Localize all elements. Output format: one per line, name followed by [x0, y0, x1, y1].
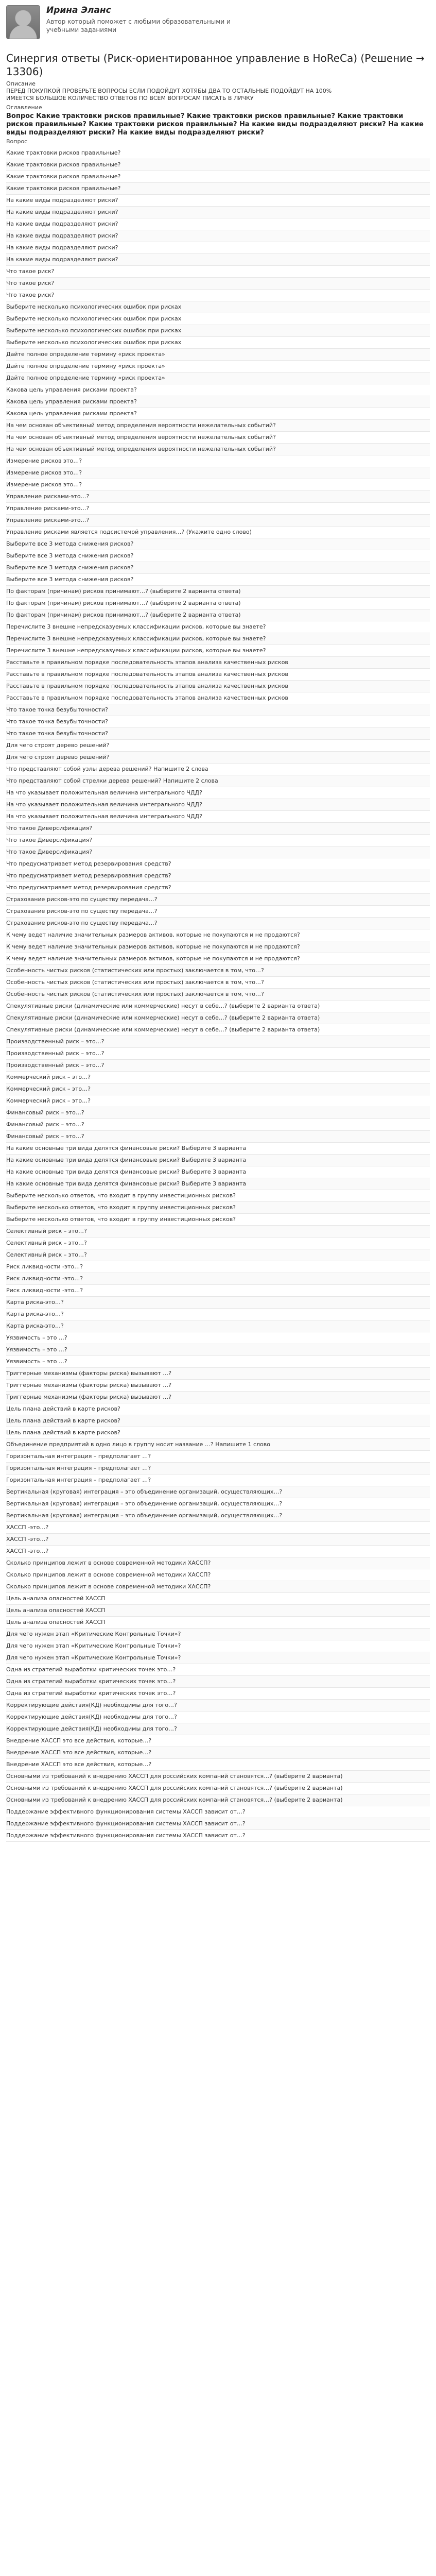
question-link[interactable]: Выберите несколько психологических ошибок при рисках	[6, 325, 430, 337]
question-link[interactable]: Вертикальная (круговая) интеграция – это объединение организаций, осуществляющих…?	[6, 1510, 430, 1522]
question-link[interactable]: Поддержание эффективного функционирования системы ХАССП зависит от…?	[6, 1818, 430, 1830]
question-link[interactable]: Какова цель управления рисками проекта?	[6, 408, 430, 420]
question-link[interactable]: ХАССП -это…?	[6, 1522, 430, 1534]
question-list	[6, 147, 430, 1842]
question-link[interactable]: К чему ведет наличие значительных размеров активов, которые не покупаются и не продаются?	[6, 953, 430, 965]
question-link[interactable]: Риск ликвидности -это…?	[6, 1273, 430, 1285]
question-link[interactable]: На чем основан объективный метод определения вероятности нежелательных событий?	[6, 444, 430, 455]
author-info	[46, 5, 232, 34]
question-link[interactable]: Какие трактовки рисков правильные?	[6, 171, 430, 183]
question-link[interactable]: Производственный риск – это…?	[6, 1036, 430, 1048]
question-link[interactable]: К чему ведет наличие значительных размеров активов, которые не покупаются и не продаются?	[6, 941, 430, 953]
question-link[interactable]: Дайте полное определение термину «риск проекта»	[6, 349, 430, 361]
question-link[interactable]: Уязвимость – это …?	[6, 1344, 430, 1356]
avatar[interactable]	[6, 5, 40, 39]
question-link[interactable]: Что предусматривает метод резервирования средств?	[6, 858, 430, 870]
question-link[interactable]: Что такое риск?	[6, 278, 430, 290]
question-link[interactable]: Внедрение ХАССП это все действия, которые…?	[6, 1735, 430, 1747]
question-link[interactable]: Управление рисками является подсистемой управления…? (Укажите одно слово)	[6, 527, 430, 538]
question-link[interactable]: По факторам (причинам) рисков принимают…? (выберите 2 варианта ответа)	[6, 586, 430, 598]
question-link[interactable]: Сколько принципов лежит в основе современной методики ХАССП?	[6, 1581, 430, 1593]
question-link[interactable]: Измерение рисков это…?	[6, 479, 430, 491]
question-link[interactable]: Финансовый риск – это…?	[6, 1107, 430, 1119]
question-link[interactable]: Для чего нужен этап «Критические Контрольные Точки»?	[6, 1640, 430, 1652]
author-name[interactable]: Ирина Эланс	[46, 5, 111, 15]
question-link[interactable]: На чем основан объективный метод определения вероятности нежелательных событий?	[6, 432, 430, 444]
question-link[interactable]: Горизонтальная интеграция – предполагает …?	[6, 1463, 430, 1475]
question-link[interactable]: Какие трактовки рисков правильные?	[6, 159, 430, 171]
question-link[interactable]: Расставьте в правильном порядке последовательность этапов анализа качественных рисков	[6, 681, 430, 692]
question-link[interactable]: Селективный риск – это…?	[6, 1249, 430, 1261]
question-link[interactable]: Цель анализа опасностей ХАССП	[6, 1605, 430, 1617]
question-link[interactable]: Выберите несколько ответов, что входит в группу инвестиционных рисков?	[6, 1190, 430, 1202]
question-link[interactable]: Выберите несколько ответов, что входит в группу инвестиционных рисков?	[6, 1202, 430, 1214]
question-link[interactable]: Выберите все 3 метода снижения рисков?	[6, 538, 430, 550]
question-link[interactable]: Что такое точка безубыточности?	[6, 716, 430, 728]
question-link[interactable]: Что такое точка безубыточности?	[6, 704, 430, 716]
description-heading: Описание	[6, 80, 36, 87]
author-header	[6, 5, 430, 48]
question-link[interactable]: Что предусматривает метод резервирования средств?	[6, 870, 430, 882]
question-link[interactable]: Горизонтальная интеграция – предполагает …?	[6, 1451, 430, 1463]
question-link[interactable]: Какие трактовки рисков правильные?	[6, 183, 430, 195]
question-link[interactable]: Финансовый риск – это…?	[6, 1119, 430, 1131]
description-line: ИМЕЕТСЯ БОЛЬШОЕ КОЛИЧЕСТВО ОТВЕТОВ ПО ВСЕМ ВОПРОСАМ ПИСАТЬ В ЛИЧКУ	[6, 95, 254, 101]
question-link[interactable]: На какие основные три вида делятся финансовые риски? Выберите 3 варианта	[6, 1178, 430, 1190]
question-link[interactable]: К чему ведет наличие значительных размеров активов, которые не покупаются и не продаются?	[6, 929, 430, 941]
question-link[interactable]: Расставьте в правильном порядке последовательность этапов анализа качественных рисков	[6, 669, 430, 681]
question-link[interactable]: Риск ликвидности -это…?	[6, 1261, 430, 1273]
question-link[interactable]: Дайте полное определение термину «риск проекта»	[6, 361, 430, 372]
toc-label: Оглавление	[6, 104, 42, 111]
question-link[interactable]: Финансовый риск – это…?	[6, 1131, 430, 1143]
question-link[interactable]: Для чего нужен этап «Критические Контрольные Точки»?	[6, 1652, 430, 1664]
question-link[interactable]: На какие основные три вида делятся финансовые риски? Выберите 3 варианта	[6, 1155, 430, 1166]
question-link[interactable]: Корректирующие действия(КД) необходимы для того…?	[6, 1700, 430, 1711]
question-link[interactable]: Внедрение ХАССП это все действия, которые…?	[6, 1747, 430, 1759]
question-link[interactable]: Страхование рисков-это по существу передача…?	[6, 906, 430, 918]
question-link[interactable]: Коммерческий риск – это…?	[6, 1095, 430, 1107]
question-link[interactable]: Вертикальная (круговая) интеграция – это объединение организаций, осуществляющих…?	[6, 1486, 430, 1498]
question-link[interactable]: Риск ликвидности -это…?	[6, 1285, 430, 1297]
question-link[interactable]: Что представляют собой узлы дерева решений? Напишите 2 слова	[6, 764, 430, 775]
lead-label: Вопрос	[6, 138, 28, 145]
question-link[interactable]: Что представляют собой стрелки дерева решений? Напишите 2 слова	[6, 775, 430, 787]
question-link[interactable]: Карта риска-это…?	[6, 1297, 430, 1309]
question-link[interactable]: На какие виды подразделяют риски?	[6, 218, 430, 230]
description-line: ПЕРЕД ПОКУПКОЙ ПРОВЕРЬТЕ ВОПРОСЫ ЕСЛИ ПОДОЙДУТ ХОТЯБЫ ДВА ТО ОСТАЛЬНЫЕ ПОДОЙДУТ НА 100%	[6, 88, 332, 94]
question-link[interactable]: Выберите несколько психологических ошибок при рисках	[6, 313, 430, 325]
question-link[interactable]: Измерение рисков это…?	[6, 455, 430, 467]
question-link[interactable]: Выберите все 3 метода снижения рисков?	[6, 574, 430, 586]
question-link[interactable]: Поддержание эффективного функционирования системы ХАССП зависит от…?	[6, 1806, 430, 1818]
question-link[interactable]: На какие основные три вида делятся финансовые риски? Выберите 3 варианта	[6, 1143, 430, 1155]
lead-question: Вопрос Какие трактовки рисков правильные? Какие трактовки рисков правильные? Какие трактовки рисков правильные? Какие трактовки рисков правильные? На какие виды подразделяют риски? На какие виды подразделяют риски? На какие виды подразделяют риски?	[6, 112, 424, 137]
question-link[interactable]: На чем основан объективный метод определения вероятности нежелательных событий?	[6, 420, 430, 432]
question-link[interactable]: Цель анализа опасностей ХАССП	[6, 1593, 430, 1605]
question-link[interactable]: Цель анализа опасностей ХАССП	[6, 1617, 430, 1629]
question-link[interactable]: На какие виды подразделяют риски?	[6, 207, 430, 218]
question-link[interactable]: Дайте полное определение термину «риск проекта»	[6, 372, 430, 384]
question-link[interactable]: Поддержание эффективного функционирования системы ХАССП зависит от…?	[6, 1830, 430, 1842]
question-link[interactable]: Уязвимость – это …?	[6, 1356, 430, 1368]
question-link[interactable]: На что указывает положительная величина интегрального ЧДД?	[6, 811, 430, 823]
question-link[interactable]: Какие трактовки рисков правильные?	[6, 147, 430, 159]
question-link[interactable]: Особенность чистых рисков (статистических или простых) заключается в том, что…?	[6, 989, 430, 1001]
question-link[interactable]: Особенность чистых рисков (статистических или простых) заключается в том, что…?	[6, 977, 430, 989]
question-link[interactable]: Перечислите 3 внешне непредсказуемых классификации рисков, которые вы знаете?	[6, 645, 430, 657]
question-link[interactable]: Производственный риск – это…?	[6, 1048, 430, 1060]
question-link[interactable]: На какие основные три вида делятся финансовые риски? Выберите 3 варианта	[6, 1166, 430, 1178]
question-link[interactable]: Сколько принципов лежит в основе современной методики ХАССП?	[6, 1557, 430, 1569]
question-link[interactable]: Одна из стратегий выработки критических точек это…?	[6, 1676, 430, 1688]
question-link[interactable]: Цель плана действий в карте рисков?	[6, 1415, 430, 1427]
question-link[interactable]: Что такое риск?	[6, 290, 430, 301]
question-link[interactable]: Страхование рисков-это по существу передача…?	[6, 918, 430, 929]
question-link[interactable]: Какова цель управления рисками проекта?	[6, 396, 430, 408]
question-link[interactable]: На какие виды подразделяют риски?	[6, 195, 430, 207]
question-link[interactable]: Сколько принципов лежит в основе современной методики ХАССП?	[6, 1569, 430, 1581]
question-link[interactable]: Цель плана действий в карте рисков?	[6, 1403, 430, 1415]
question-link[interactable]: Особенность чистых рисков (статистических или простых) заключается в том, что…?	[6, 965, 430, 977]
question-link[interactable]: Карта риска-это…?	[6, 1309, 430, 1320]
question-link[interactable]: Корректирующие действия(КД) необходимы для того…?	[6, 1723, 430, 1735]
question-link[interactable]: Что такое Диверсификация?	[6, 823, 430, 835]
question-link[interactable]: Какова цель управления рисками проекта?	[6, 384, 430, 396]
question-link[interactable]: Управление рисками-это…?	[6, 503, 430, 515]
question-link[interactable]: Выберите все 3 метода снижения рисков?	[6, 550, 430, 562]
question-link[interactable]: Управление рисками-это…?	[6, 491, 430, 503]
question-link[interactable]: Спекулятивные риски (динамические или коммерческие) несут в себе…? (выберите 2 варианта ответа)	[6, 1001, 430, 1012]
question-link[interactable]: ХАССП -это…?	[6, 1546, 430, 1557]
author-subtitle: Автор который поможет с любыми образовательными и учебными заданиями	[46, 18, 231, 33]
question-link[interactable]: Расставьте в правильном порядке последовательность этапов анализа качественных рисков	[6, 692, 430, 704]
question-link[interactable]: Селективный риск – это…?	[6, 1238, 430, 1249]
question-link[interactable]: Корректирующие действия(КД) необходимы для того…?	[6, 1711, 430, 1723]
question-link[interactable]: Перечислите 3 внешне непредсказуемых классификации рисков, которые вы знаете?	[6, 633, 430, 645]
question-link[interactable]: Одна из стратегий выработки критических точек это…?	[6, 1664, 430, 1676]
question-link[interactable]: Для чего строят дерево решений?	[6, 740, 430, 752]
question-link[interactable]: Триггерные механизмы (факторы риска) вызывают …?	[6, 1368, 430, 1380]
question-link[interactable]: Что такое Диверсификация?	[6, 846, 430, 858]
question-link[interactable]: На что указывает положительная величина интегрального ЧДД?	[6, 787, 430, 799]
question-link[interactable]: Перечислите 3 внешне непредсказуемых классификации рисков, которые вы знаете?	[6, 621, 430, 633]
question-link[interactable]: Страхование рисков-это по существу передача…?	[6, 894, 430, 906]
question-link[interactable]: Выберите несколько психологических ошибок при рисках	[6, 301, 430, 313]
question-link[interactable]: Управление рисками-это…?	[6, 515, 430, 527]
question-link[interactable]: Триггерные механизмы (факторы риска) вызывают …?	[6, 1392, 430, 1403]
question-link[interactable]: Уязвимость – это …?	[6, 1332, 430, 1344]
question-link[interactable]: Основными из требований к внедрению ХАССП для российских компаний становятся…? (выберите 2 варианта)	[6, 1771, 430, 1783]
question-link[interactable]: Одна из стратегий выработки критических точек это…?	[6, 1688, 430, 1700]
question-link[interactable]: Для чего нужен этап «Критические Контрольные Точки»?	[6, 1629, 430, 1640]
question-link[interactable]: Коммерческий риск – это…?	[6, 1083, 430, 1095]
question-link[interactable]: По факторам (причинам) рисков принимают…? (выберите 2 варианта ответа)	[6, 598, 430, 609]
question-link[interactable]: Измерение рисков это…?	[6, 467, 430, 479]
question-link[interactable]: Вертикальная (круговая) интеграция – это объединение организаций, осуществляющих…?	[6, 1498, 430, 1510]
question-link[interactable]: Расставьте в правильном порядке последовательность этапов анализа качественных рисков	[6, 657, 430, 669]
question-link[interactable]: Что такое риск?	[6, 266, 430, 278]
question-link[interactable]: Карта риска-это…?	[6, 1320, 430, 1332]
question-link[interactable]: На что указывает положительная величина интегрального ЧДД?	[6, 799, 430, 811]
question-link[interactable]: Спекулятивные риски (динамические или коммерческие) несут в себе…? (выберите 2 варианта ответа)	[6, 1024, 430, 1036]
question-link[interactable]: ХАССП -это…?	[6, 1534, 430, 1546]
question-link[interactable]: Выберите несколько ответов, что входит в группу инвестиционных рисков?	[6, 1214, 430, 1226]
question-link[interactable]: Основными из требований к внедрению ХАССП для российских компаний становятся…? (выберите 2 варианта)	[6, 1794, 430, 1806]
question-link[interactable]: Горизонтальная интеграция – предполагает …?	[6, 1475, 430, 1486]
question-link[interactable]: По факторам (причинам) рисков принимают…? (выберите 2 варианта ответа)	[6, 609, 430, 621]
question-link[interactable]: Для чего строят дерево решений?	[6, 752, 430, 764]
page-title: Синергия ответы (Риск-ориентированное управление в HoReCa) (Решение → 13306)	[6, 52, 425, 78]
question-link[interactable]: Выберите несколько психологических ошибок при рисках	[6, 337, 430, 349]
question-link[interactable]: Триггерные механизмы (факторы риска) вызывают …?	[6, 1380, 430, 1392]
question-link[interactable]: Что предусматривает метод резервирования средств?	[6, 882, 430, 894]
question-link[interactable]: Что такое Диверсификация?	[6, 835, 430, 846]
question-link[interactable]: На какие виды подразделяют риски?	[6, 254, 430, 266]
question-link[interactable]: Производственный риск – это…?	[6, 1060, 430, 1072]
question-link[interactable]: На какие виды подразделяют риски?	[6, 230, 430, 242]
question-link[interactable]: Внедрение ХАССП это все действия, которые…?	[6, 1759, 430, 1771]
question-link[interactable]: Селективный риск – это…?	[6, 1226, 430, 1238]
question-link[interactable]: Основными из требований к внедрению ХАССП для российских компаний становятся…? (выберите 2 варианта)	[6, 1783, 430, 1794]
question-link[interactable]: На какие виды подразделяют риски?	[6, 242, 430, 254]
question-link[interactable]: Объединение предприятий в одно лицо в группу носит название …? Напишите 1 слово	[6, 1439, 430, 1451]
question-link[interactable]: Коммерческий риск – это…?	[6, 1072, 430, 1083]
question-link[interactable]: Спекулятивные риски (динамические или коммерческие) несут в себе…? (выберите 2 варианта ответа)	[6, 1012, 430, 1024]
question-link[interactable]: Что такое точка безубыточности?	[6, 728, 430, 740]
question-link[interactable]: Выберите все 3 метода снижения рисков?	[6, 562, 430, 574]
question-link[interactable]: Цель плана действий в карте рисков?	[6, 1427, 430, 1439]
